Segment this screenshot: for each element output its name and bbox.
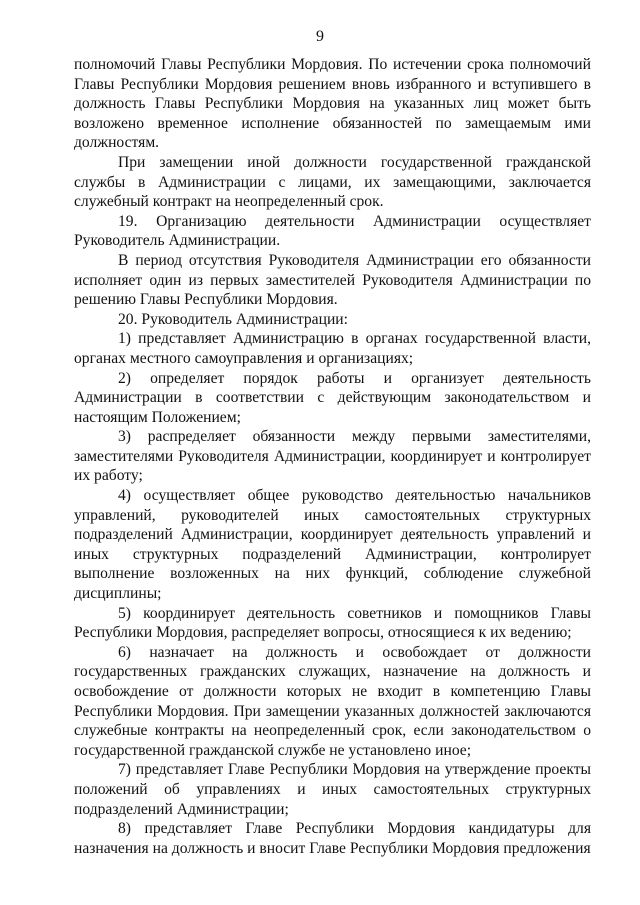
list-item-8: 8) представляет Главе Республики Мордовия кандидатуры для назначения на должность и вносит Главе Республики Мордовия предложения <box>74 820 591 857</box>
document-body <box>74 55 591 858</box>
paragraph-continuation: полномочий Главы Республики Мордовия. По истечении срока полномочий Главы Республики Мордовия решением вновь избранного и вступившего в должность Главы Республики Мордовия на указанных лиц может быть возложено временное исполнение обязанностей по замещаемым ими должностям. <box>74 56 591 152</box>
list-item-4: 4) осуществляет общее руководство деятельностью начальников управлений, руководителей иных самостоятельных структурных подразделений Администрации, координирует деятельность управлений и иных структурных подразделений Администрации, контролирует выполнение возложенных на них функций, соблюдение служебной дисциплины; <box>74 487 591 603</box>
paragraph-absence-duties: В период отсутствия Руководителя Администрации его обязанности исполняет один из первых заместителей Руководителя Администрации по решению Главы Республики Мордовия. <box>74 251 591 309</box>
list-item-3: 3) распределяет обязанности между первыми заместителями, заместителями Руководителя Администрации, координирует и контролирует их работу; <box>74 428 591 485</box>
paragraph-item-20: 20. Руководитель Администрации: <box>118 310 348 328</box>
page-number: 9 <box>316 28 324 45</box>
list-item-1: 1) представляет Администрацию в органах государственной власти, органах местного самоуправления и организациях; <box>74 330 591 367</box>
list-item-7: 7) представляет Главе Республики Мордовия на утверждение проекты положений об управлениях и иных самостоятельных структурных подразделений Администрации; <box>74 761 591 818</box>
list-item-5: 5) координирует деятельность советников и помощников Главы Республики Мордовия, распределяет вопросы, относящиеся к их ведению; <box>74 604 591 642</box>
list-item-6: 6) назначает на должность и освобождает от должности государственных гражданских служащих, назначение на должность и освобождение от должности которых не входит в компетенцию Главы Республики Мордовия. При замещении указанных должностей заключаются служебные контракты на неопределенный срок, если законодательством о государственной гражданской службе не установлено иное; <box>74 643 591 759</box>
paragraph-item-19: 19. Организацию деятельности Администрации осуществляет Руководитель Администрации. <box>74 212 591 250</box>
list-item-2: 2) определяет порядок работы и организует деятельность Администрации в соответствии с действующим законодательством и настоящим Положением; <box>74 369 591 426</box>
paragraph-contract-other-positions: При замещении иной должности государственной гражданской службы в Администрации с лицами, их замещающими, заключается служебный контракт на неопределенный срок. <box>74 153 591 211</box>
